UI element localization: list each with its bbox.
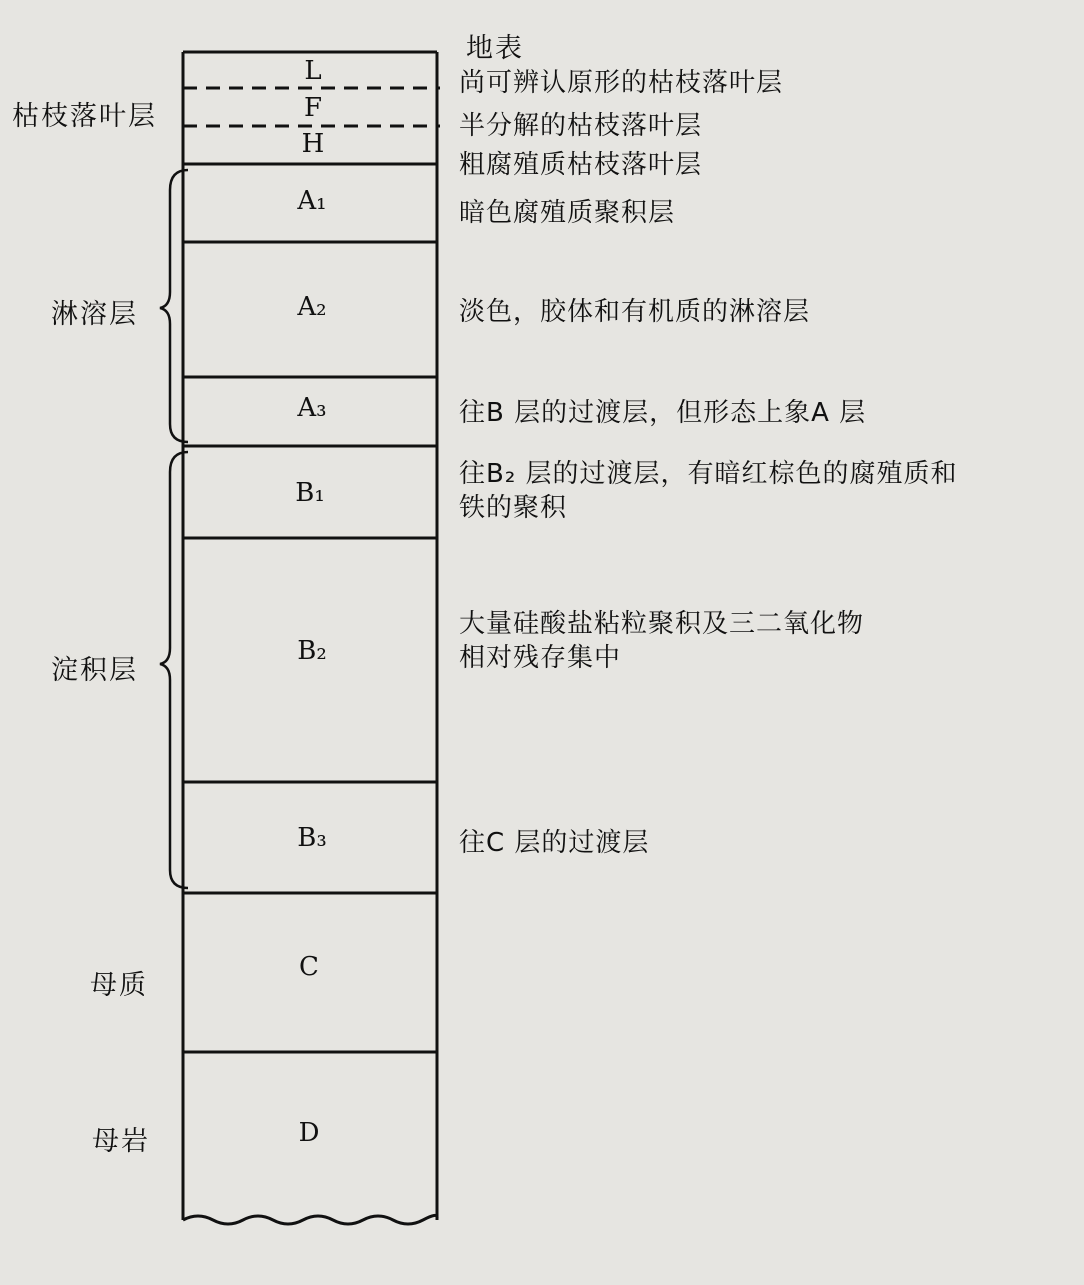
layer-label-F: F — [303, 93, 323, 123]
layer-label-B1: B₁ — [295, 478, 325, 508]
layer-desc-B3: 往C 层的过渡层 — [459, 828, 650, 858]
wavy-bottom-edge — [183, 1215, 437, 1224]
layer-label-A2: A₂ — [297, 292, 327, 322]
layer-desc-L: 尚可辨认原形的枯枝落叶层 — [459, 68, 784, 98]
layer-desc-F: 半分解的枯枝落叶层 — [459, 111, 703, 141]
layer-desc-B2: 大量硅酸盐粘粒聚积及三二氧化物 相对残存集中 — [459, 609, 865, 673]
layer-desc-A2: 淡色，胶体和有机质的淋溶层 — [459, 297, 811, 327]
layer-label-D: D — [298, 1118, 320, 1148]
layer-desc-A1: 暗色腐殖质聚积层 — [459, 198, 676, 228]
layer-desc-H: 粗腐殖质枯枝落叶层 — [459, 150, 703, 180]
layer-label-B2: B₂ — [297, 636, 327, 666]
group-label-illuvial: 淀积层 — [51, 655, 138, 686]
group-label-parent-material: 母质 — [90, 970, 148, 1001]
layer-label-A1: A₁ — [297, 186, 327, 216]
group-label-litter: 枯枝落叶层 — [12, 101, 157, 132]
group-label-eluvial: 淋溶层 — [51, 299, 138, 330]
layer-desc-B1: 往B₂ 层的过渡层，有暗红棕色的腐殖质和 铁的聚积 — [459, 459, 958, 523]
layer-label-L: L — [304, 56, 322, 86]
surface-label: 地表 — [466, 33, 524, 64]
layer-desc-A3: 往B 层的过渡层，但形态上象A 层 — [459, 398, 867, 428]
layer-label-H: H — [301, 129, 325, 159]
layer-label-C: C — [299, 952, 319, 982]
layer-label-A3: A₃ — [297, 393, 327, 423]
group-label-bedrock: 母岩 — [92, 1126, 150, 1157]
layer-label-B3: B₃ — [297, 823, 327, 853]
